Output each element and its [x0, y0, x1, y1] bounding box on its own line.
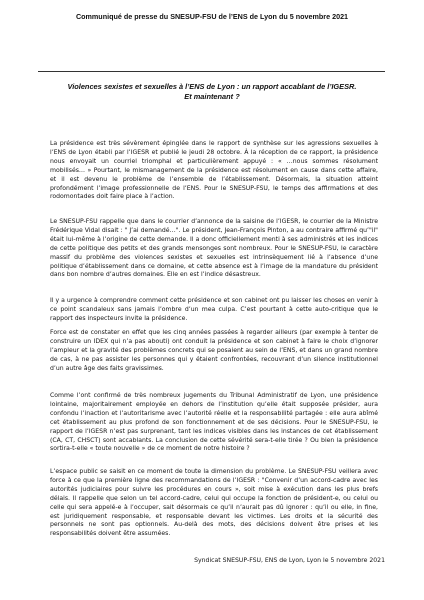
- press-release-header: Communiqué de presse du SNESUP-FSU de l’ENS de Lyon du 5 novembre 2021: [75, 12, 349, 21]
- paragraph-5: Comme l’ont confirmé de très nombreux jugements du Tribunal Administratif de Lyon, une présidence lointaine, majoritairement employée en dehors de l’institution qu’elle était supposée présider, aura confondu l’inaction et l’autoritarisme avec l’autorité réelle et la responsabilité partagée : elle aura abîmé cet établissement au plus profond de son fonctionnement et de ses décisions. Pour le SNESUP-FSU, le rapport de l’IGESR n’est pas surprenant, tant les indices visibles dans les instances de cet établissement (CA, CT, CHSCT) sont accablants. La conclusion de cette sévérité sera-t-elle tirée ? Ou bien la présidence sortira-t-elle « toute nouvelle » de ce moment de notre histoire ?: [50, 392, 378, 453]
- paragraph-3: Il y a urgence à comprendre comment cette présidence et son cabinet ont pu laisser les choses en venir à ce point scandaleux sans jamais l’ombre d’un mea culpa. C’est pourtant à cette auto-critique que le rapport des inspecteurs invite la présidence.: [50, 297, 378, 322]
- header-divider: [38, 71, 385, 72]
- document-title-line-2: Et maintenant ?: [184, 91, 240, 101]
- signature: Syndicat SNESUP-FSU, ENS de Lyon, Lyon le 5 novembre 2021: [194, 557, 385, 564]
- document-title-line-1: Violences sexistes et sexuelles à l’ENS de Lyon : un rapport accablant de l’IGESR.: [67, 82, 357, 91]
- paragraph-4: Force est de constater en effet que les cinq années passées à regarder ailleurs (par exemple à tenter de construire un IDEX qui n’a pas abouti) ont conduit la présidence et son cabinet à faire le choix d’ignorer l’ampleur et la gravité des problèmes concrets qui se posaient au sein de l’ENS, et dans un grand nombre de cas, à ne pas assister les personnes qui y étaient confrontées, recouvrant d’un silence institutionnel d’un autre âge des faits gravissimes.: [50, 329, 378, 372]
- document-title: [60, 82, 364, 101]
- paragraph-6: L’espace public se saisit en ce moment de toute la dimension du problème. Le SNESUP-FSU veillera avec force à ce que la première ligne des recommandations de l’IGESR : "Convenir d’un accord-cadre avec les autorités judiciaires pour suivre les procédures en cours », soit mise à exécution dans les plus brefs délais. Il rappelle que selon un tel accord-cadre, celui qui occupe la fonction de président-e, ou celui ou celle qui sera appelé-e à l’occuper, sait désormais ce qu’il n’aurait pas dû ignorer : qu’il ou elle, in fine, est juridiquement responsable, et responsable devant les victimes. Les droits et la sécurité des personnels ne sont pas optionnels. Au-delà des mots, des décisions doivent être prises et les responsabilités doivent être assumées.: [50, 468, 378, 538]
- paragraph-1: La présidence est très sévèrement épinglée dans le rapport de synthèse sur les agressions sexuelles à l’ENS de Lyon établi par l’IGESR et publié le jeudi 28 octobre. À la réception de ce rapport, la présidence nous envoyait un courriel triomphal et particulièrement appuyé : « …nous sommes résolument mobilisés… » Pourtant, le mismanagement de la présidence est résolument en cause dans cette affaire, et il est devenu le problème de l’ensemble de l’établissement. Désormais, la situation atteint profondément l’image professionnelle de l’ENS. Pour le SNESUP-FSU, le temps des affirmations et des rodomontades doit faire place à l’action.: [50, 140, 378, 201]
- paragraph-2: Le SNESUP-FSU rappelle que dans le courrier d’annonce de la saisine de l’IGESR, le courrier de la Ministre Frédérique Vidal disait : " J’ai demandé…". Le président, Jean-François Pinton, a au contraire affirmé qu’"il" était lui-même à l’origine de cette demande. Il a donc officiellement menti à ses administrés et les indices de cette politique des petits et des grands mensonges sont nombreux. Pour le SNESUP-FSU, le caractère massif du problème des violences sexistes et sexuelles est intrinsèquement lié à l’absence d’une politique d’établissement dans ce domaine, et cette absence est à l’image de la mandature du président dans bon nombre d’autres domaines. Elle en est l’indice désastreux.: [50, 218, 378, 279]
